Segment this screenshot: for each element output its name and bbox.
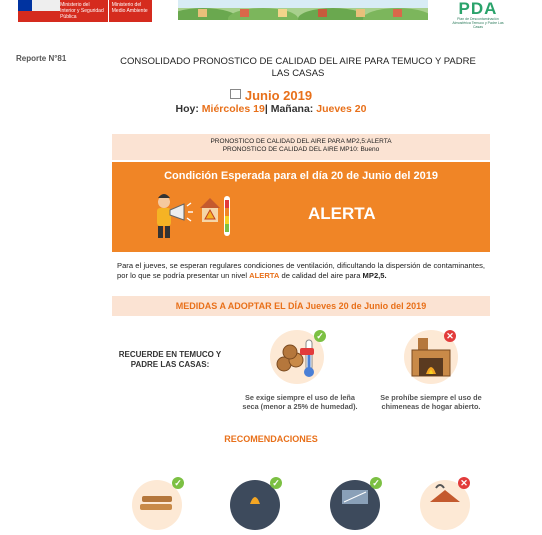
recommendations-heading: RECOMENDACIONES: [224, 434, 318, 444]
date-separator: |: [264, 103, 268, 115]
report-dates: [0, 103, 542, 115]
megaphone-icon: [170, 204, 184, 220]
fireplace-icon: [404, 330, 458, 384]
tomorrow-label: Mañana:: [270, 103, 314, 115]
report-title: CONSOLIDADO PRONOSTICO DE CALIDAD DEL AIRE PARA TEMUCO Y PADRE LAS CASAS: [120, 56, 476, 79]
calendar-icon: [230, 89, 241, 99]
measure-caption-fireplace: Se prohíbe siempre el uso de chimeneas de hogar abierto.: [380, 393, 482, 411]
stacked-firewood-icon: [132, 480, 182, 530]
measures-heading: MEDIDAS A ADOPTAR EL DÍA Jueves 20 de Junio del 2019: [112, 296, 490, 316]
today-value: Miércoles 19: [201, 103, 265, 115]
smoking-house-icon: [420, 480, 470, 530]
megaphone-person-illustration: [150, 188, 236, 240]
forecast-summary: [112, 134, 490, 160]
allowed-check-icon: ✓: [314, 330, 326, 342]
city-banner-illustration: [178, 0, 428, 20]
description-text-2: de calidad del aire para: [279, 271, 363, 280]
stove-fire-icon: [230, 480, 280, 530]
firewood-thermometer-icon: [270, 330, 324, 384]
description-pollutant: MP2,5.: [362, 271, 387, 280]
forecast-mp10: PRONOSTICO DE CALIDAD DEL AIRE MP10: Bueno: [222, 146, 380, 153]
measure-caption-firewood: Se exige siempre el uso de leña seca (menor a 25% de humedad).: [242, 393, 358, 411]
condition-description: [117, 261, 485, 281]
recommend-check-icon-3: ✓: [370, 477, 382, 489]
air-quality-screen-icon: [330, 480, 380, 530]
pda-logo-letters: PDA: [458, 0, 498, 18]
recommend-x-icon: ✕: [458, 477, 470, 489]
month-label: Junio 2019: [244, 88, 313, 103]
chile-flag-icon: [18, 0, 57, 22]
tomorrow-value: Jueves 20: [316, 103, 367, 115]
forecast-mp25: PRONOSTICO DE CALIDAD DEL AIRE PARA MP2,5:ALERTA: [210, 138, 392, 145]
description-text-1: Para el jueves, se esperan regulares condiciones de ventilación, dificultando la dispersión de contaminantes, por lo que se podría presentar un nivel: [117, 261, 485, 280]
pda-logo: [450, 0, 506, 28]
description-alert-word: ALERTA: [249, 271, 280, 280]
today-label: Hoy:: [175, 103, 199, 115]
ministry-environment-label: Ministerio del Medio Ambiente: [109, 0, 152, 22]
recommend-check-icon-1: ✓: [172, 477, 184, 489]
condition-level: ALERTA: [308, 204, 376, 223]
ministry-interior-label: Ministerio del Interior y Seguridad Pública: [57, 0, 109, 22]
recommend-check-icon-2: ✓: [270, 477, 282, 489]
pda-logo-subtitle: Plan de Descontaminación Atmosférica Temuco y Padre Las Casas: [452, 17, 504, 29]
report-month: [0, 88, 542, 103]
report-number: Reporte N°81: [16, 54, 67, 63]
forbidden-x-icon: ✕: [444, 330, 456, 342]
condition-heading: Condición Esperada para el día 20 de Junio del 2019: [164, 170, 438, 182]
reminder-label: RECUERDE EN TEMUCO Y PADRE LAS CASAS:: [118, 350, 222, 369]
government-logo: [18, 0, 152, 22]
